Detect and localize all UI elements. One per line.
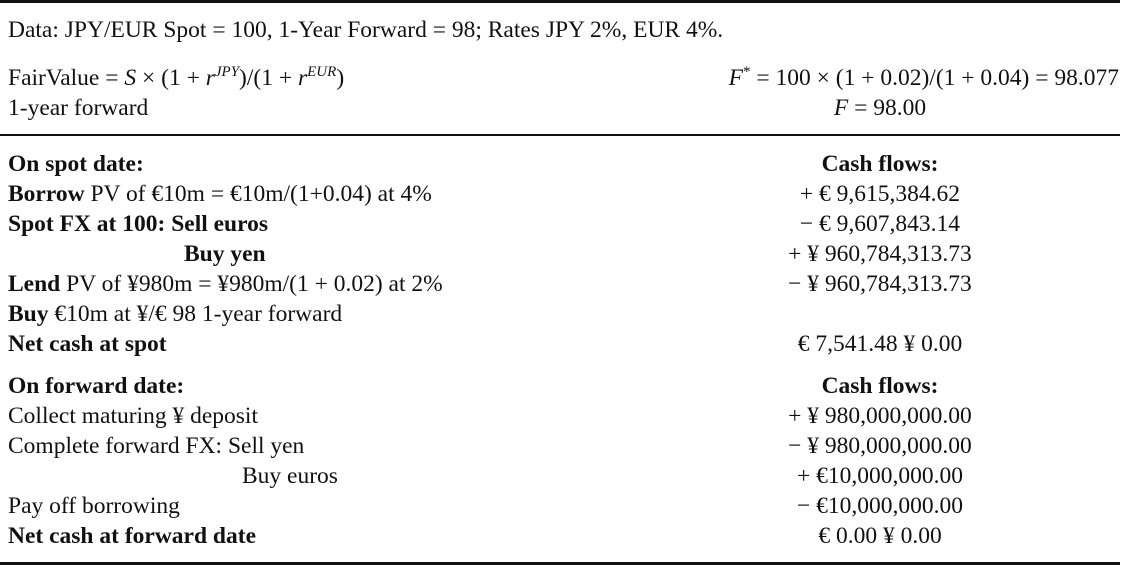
fwd-value-pay-off: − €10,000,000.00: [796, 493, 963, 519]
spot-cash-header: Cash flows:: [821, 151, 939, 177]
spot-row-buy-yen: Buy yen: [184, 241, 266, 267]
spot-value-lend: − ¥ 960,784,313.73: [788, 271, 972, 297]
fwd-value-net: € 0.00 ¥ 0.00: [818, 523, 942, 549]
spot-row-sell-euros: Spot FX at 100: Sell euros: [8, 211, 269, 237]
spot-row-buy-forward: Buy €10m at ¥/€ 98 1-year forward: [8, 301, 343, 327]
fair-value-calculation: F* = 100 × (1 + 0.02)/(1 + 0.04) = 98.077: [728, 64, 1119, 91]
forward-label: 1-year forward: [8, 95, 149, 121]
spot-row-net: Net cash at spot: [8, 331, 167, 357]
spot-row-lend: Lend PV of ¥980m = ¥980m/(1 + 0.02) at 2%: [8, 271, 443, 297]
spot-value-borrow: + € 9,615,384.62: [799, 181, 961, 207]
top-rule: [0, 0, 1120, 3]
spot-header: On spot date:: [8, 151, 144, 177]
forward-date-header: On forward date:: [8, 373, 185, 399]
data-line: Data: JPY/EUR Spot = 100, 1-Year Forward = 98; Rates JPY 2%, EUR 4%.: [8, 17, 724, 43]
fwd-row-sell-yen: Complete forward FX: Sell yen: [8, 433, 305, 459]
forward-value: F = 98.00: [833, 95, 927, 121]
fwd-row-buy-euros: Buy euros: [242, 463, 338, 489]
spot-value-buy-yen: + ¥ 960,784,313.73: [788, 241, 972, 267]
fwd-row-pay-off: Pay off borrowing: [8, 493, 180, 519]
fair-value-formula: FairValue = $S \times (1 + r^{JPY})/(1 + r^{EUR})$: [8, 64, 345, 91]
spot-value-net: € 7,541.48 ¥ 0.00: [797, 331, 963, 357]
fwd-row-collect: Collect maturing ¥ deposit: [8, 403, 258, 429]
fwd-value-buy-euros: + €10,000,000.00: [796, 463, 963, 489]
section-rule: [0, 134, 1120, 136]
spot-value-sell-euros: − € 9,607,843.14: [799, 211, 961, 237]
forward-cash-header: Cash flows:: [821, 373, 939, 399]
fwd-value-sell-yen: − ¥ 980,000,000.00: [788, 433, 972, 459]
fwd-row-net: Net cash at forward date: [8, 523, 257, 549]
bottom-rule: [0, 562, 1120, 565]
spot-row-borrow: Borrow PV of €10m = €10m/(1+0.04) at 4%: [8, 181, 432, 207]
fwd-value-collect: + ¥ 980,000,000.00: [788, 403, 972, 429]
